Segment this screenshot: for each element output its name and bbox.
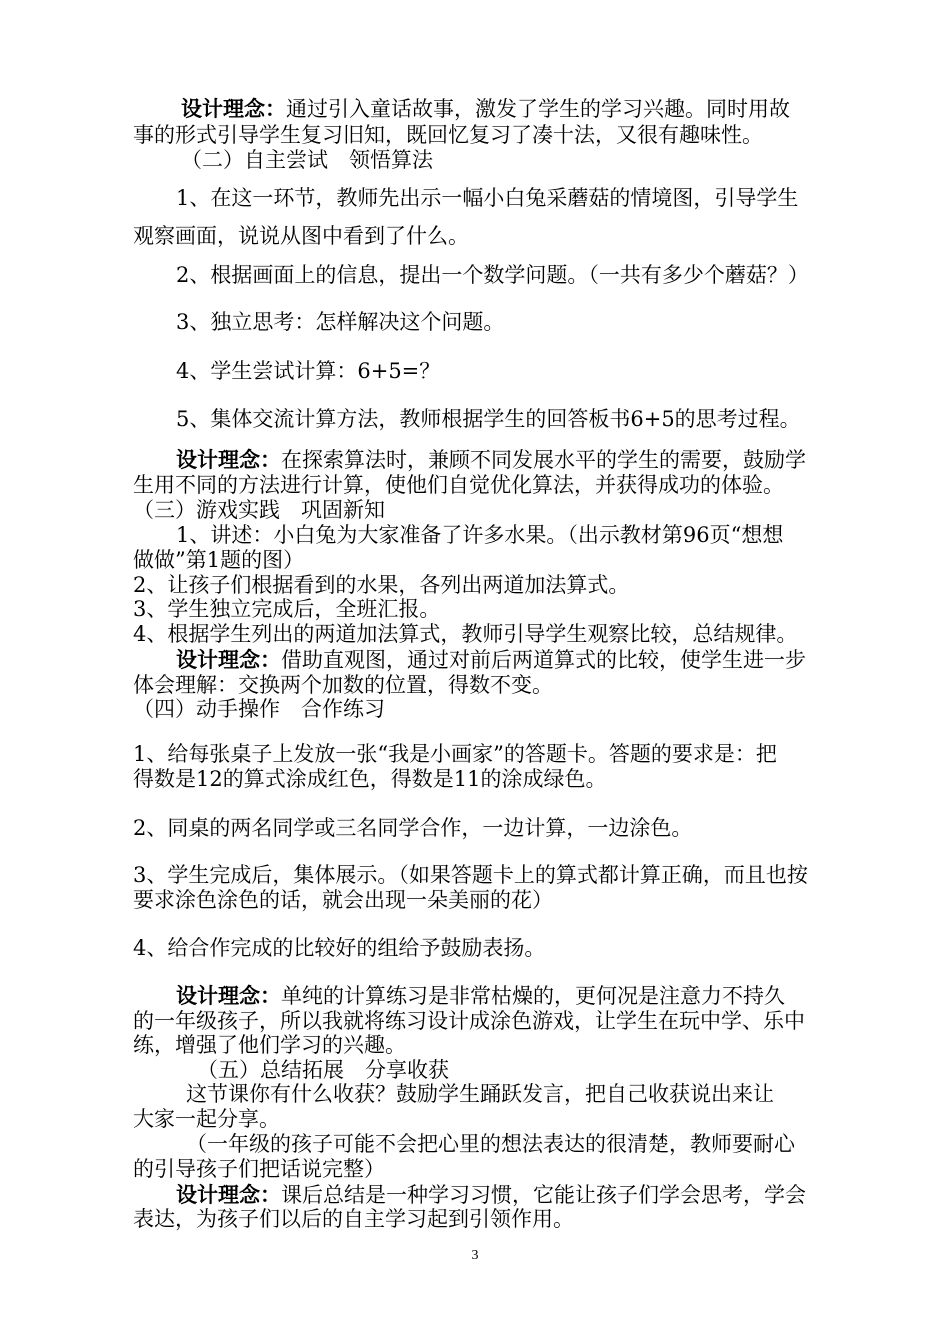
text-line: 1、在这一环节，教师先出示一幅小白兔采蘑菇的情境图，引导学生 — [176, 186, 799, 210]
text-line: 的引导孩子们把话说完整） — [133, 1157, 385, 1181]
section-heading: （二）自主尝试 领悟算法 — [181, 148, 433, 172]
text-line: 4、学生尝试计算：6+5=？ — [176, 359, 441, 383]
text-line: 4、根据学生列出的两道加法算式，教师引导学生观察比较，总结规律。 — [133, 622, 798, 646]
page-number: 3 — [471, 1248, 479, 1263]
text-line: 大家一起分享。 — [133, 1107, 280, 1131]
text-line: 4、给合作完成的比较好的组给予鼓励表扬。 — [133, 936, 546, 960]
design-concept-label: 设计理念： — [181, 96, 286, 121]
design-concept-label: 设计理念： — [176, 447, 281, 472]
text-line: 5、集体交流计算方法，教师根据学生的回答板书6+5的思考过程。 — [176, 407, 801, 431]
text-line: 2、同桌的两名同学或三名同学合作，一边计算，一边涂色。 — [133, 816, 693, 840]
text-line: （一年级的孩子可能不会把心里的想法表达的很清楚，教师要耐心 — [186, 1132, 795, 1156]
text-line: 练，增强了他们学习的兴趣。 — [133, 1033, 406, 1057]
text-line: 设计理念：通过引入童话故事，激发了学生的学习兴趣。同时用故 — [181, 96, 790, 121]
text-line: 3、学生完成后，集体展示。（如果答题卡上的算式都计算正确，而且也按 — [133, 863, 808, 887]
text-line: 生用不同的方法进行计算，使他们自觉优化算法，并获得成功的体验。 — [133, 473, 784, 497]
text-line: 要求涂色涂色的话，就会出现一朵美丽的花） — [133, 888, 553, 912]
section-heading: （五）总结拓展 分享收获 — [197, 1058, 449, 1082]
text-line: 2、让孩子们根据看到的水果，各列出两道加法算式。 — [133, 573, 630, 597]
design-concept-label: 设计理念： — [176, 1182, 281, 1207]
text-line: 得数是12的算式涂成红色，得数是11的涂成绿色。 — [133, 767, 607, 791]
text-line: 1、给每张桌子上发放一张“我是小画家”的答题卡。答题的要求是：把 — [133, 742, 777, 766]
design-concept-label: 设计理念： — [176, 647, 281, 672]
text-line: 设计理念：借助直观图，通过对前后两道算式的比较，使学生进一步 — [176, 647, 806, 672]
text-line: 这节课你有什么收获？鼓励学生踊跃发言，把自己收获说出来让 — [186, 1082, 774, 1106]
text-line: 的一年级孩子，所以我就将练习设计成涂色游戏，让学生在玩中学、乐中 — [133, 1009, 805, 1033]
text-line: 事的形式引导学生复习旧知，既回忆复习了凑十法，又很有趣味性。 — [133, 123, 763, 147]
text-line: 3、独立思考：怎样解决这个问题。 — [176, 310, 505, 334]
text-line: 设计理念：课后总结是一种学习习惯，它能让孩子们学会思考，学会 — [176, 1182, 806, 1207]
text-line: 表达，为孩子们以后的自主学习起到引领作用。 — [133, 1207, 574, 1231]
text-line: 设计理念：单纯的计算练习是非常枯燥的，更何况是注意力不持久 — [176, 983, 785, 1008]
section-heading: （四）动手操作 合作练习 — [133, 697, 385, 721]
text-line: 2、根据画面上的信息，提出一个数学问题。（一共有多少个蘑菇？） — [176, 263, 809, 287]
text-line: 体会理解：交换两个加数的位置，得数不变。 — [133, 673, 553, 697]
text-line: 观察画面，说说从图中看到了什么。 — [133, 224, 469, 248]
text-line: 1、讲述：小白兔为大家准备了许多水果。（出示教材第96页“想想 — [176, 523, 784, 547]
text-line: 做做”第1题的图） — [133, 548, 305, 572]
text-line: 设计理念：在探索算法时，兼顾不同发展水平的学生的需要，鼓励学 — [176, 447, 806, 472]
section-heading: （三）游戏实践 巩固新知 — [133, 498, 385, 522]
text-line: 3、学生独立完成后，全班汇报。 — [133, 597, 441, 621]
design-concept-label: 设计理念： — [176, 983, 281, 1008]
